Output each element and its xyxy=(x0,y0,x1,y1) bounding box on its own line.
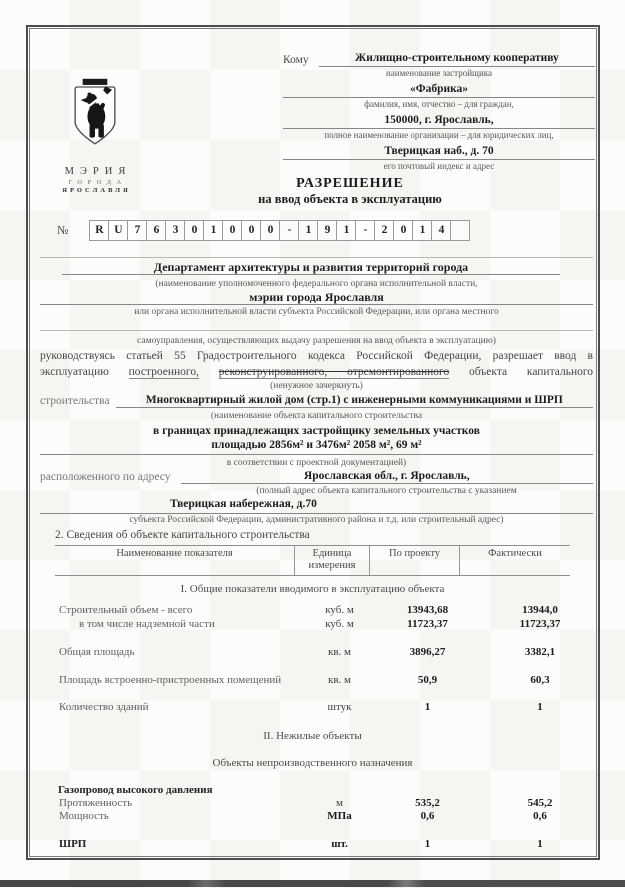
recipient-org: «Фабрика» xyxy=(283,82,595,98)
number-cell: 1 xyxy=(336,220,356,241)
option-built: построенного, xyxy=(128,366,199,378)
number-cell: 4 xyxy=(431,220,451,241)
word-object-capital: объекта капитального xyxy=(469,366,594,378)
table-group-title: Газопровод высокого давления xyxy=(58,784,213,796)
number-cell: 0 xyxy=(241,220,261,241)
address-caption-1: (полный адрес объекта капитального строительства с указанием xyxy=(256,486,517,496)
number-cell: 0 xyxy=(222,220,242,241)
row-unit: кв. м xyxy=(328,674,351,686)
number-cell: 1 xyxy=(298,220,318,241)
emblem-org-sub1: ГОРОДА xyxy=(68,179,127,186)
table-row xyxy=(55,618,570,631)
number-cell xyxy=(450,220,470,241)
number-cell: 9 xyxy=(317,220,337,241)
emblem-block xyxy=(52,64,138,194)
recipient-org-caption: фамилия, имя, отчество – для граждан, xyxy=(364,99,514,109)
table-row xyxy=(55,701,570,714)
recipient-name-caption: наименование застройщика xyxy=(385,68,493,78)
row-project-value: 535,2 xyxy=(415,797,440,809)
table-row xyxy=(55,797,570,810)
row-actual-value: 1 xyxy=(537,701,543,713)
row-actual-value: 3382,1 xyxy=(524,646,556,658)
address-caption-2: субъекта Российской Федерации, административного района и т.д. или строительный адрес) xyxy=(129,515,504,525)
body-paragraph-1: руководствуясь статьей 55 Градостроительного кодекса Российской Федерации, разрешает ввод в xyxy=(40,350,593,362)
title-line2: на ввод объекта в эксплуатацию xyxy=(258,192,442,206)
land-bounds-line1: в границах принадлежащих застройщику земельных участков xyxy=(153,425,480,437)
construction-label: строительства xyxy=(40,395,110,407)
row-actual-value: 60,3 xyxy=(530,674,550,686)
form-rule xyxy=(40,257,593,258)
row-unit: куб. м xyxy=(325,618,354,630)
row-actual-value: 1 xyxy=(537,838,543,850)
address-region: Ярославская обл., г. Ярославль, xyxy=(181,469,593,484)
body-paragraph-2 xyxy=(40,365,593,379)
number-cell: 0 xyxy=(184,220,204,241)
row-project-value: 1 xyxy=(424,838,431,850)
table-row xyxy=(55,810,570,823)
address-street: Тверицкая набережная, д.70 xyxy=(40,497,593,514)
number-cell: - xyxy=(355,220,375,241)
number-cell: 1 xyxy=(412,220,432,241)
word-exploitation: эксплуатацию xyxy=(40,366,109,378)
table-section-2-title: II. Нежилые объекты xyxy=(263,730,362,742)
number-cell: R xyxy=(89,220,109,241)
issuer-caption-3: самоуправления, осуществляющих выдачу разрешения на ввод объекта в эксплуатацию) xyxy=(137,336,496,346)
row-project-value: 3896,27 xyxy=(409,646,446,658)
row-name: Строительный объем - всего xyxy=(59,604,193,616)
row-project-value: 0,6 xyxy=(420,810,435,822)
options-struck-out: реконструированного, отремонтированного xyxy=(218,366,450,378)
table-section-2-subtitle: Объекты непроизводственного назначения xyxy=(212,757,413,769)
number-cell: - xyxy=(279,220,299,241)
project-docs-caption: в соответствии с проектной документацией) xyxy=(226,458,407,468)
row-actual-value: 545,2 xyxy=(527,797,553,809)
number-cell: 0 xyxy=(260,220,280,241)
table-row xyxy=(55,674,570,687)
number-cell: 1 xyxy=(203,220,223,241)
table-row xyxy=(55,838,570,851)
column-header-by-project: По проекту xyxy=(370,546,460,575)
number-cell: 7 xyxy=(127,220,147,241)
address-row xyxy=(40,469,593,484)
recipient-address-caption: его почтовый индекс и адрес xyxy=(383,161,495,171)
recipient-row xyxy=(283,51,595,67)
row-name: Количество зданий xyxy=(59,701,149,713)
table-section-1-title: I. Общие показатели вводимого в эксплуатацию объекта xyxy=(180,583,445,595)
scan-page-edge xyxy=(0,880,625,887)
cross-out-caption: (ненужное зачеркнуть) xyxy=(270,381,363,391)
recipient-block xyxy=(283,51,595,175)
row-project-value: 13943,68 xyxy=(406,604,449,616)
number-cell: 6 xyxy=(146,220,166,241)
row-unit: кв. м xyxy=(328,646,351,658)
row-unit: штук xyxy=(327,701,352,713)
row-name: в том числе надземной части xyxy=(79,618,215,630)
column-header-unit: Единица измерения xyxy=(295,546,370,575)
address-label: расположенного по адресу xyxy=(40,471,171,483)
recipient-city-caption: полное наименование организации – для юридических лиц, xyxy=(324,130,554,140)
row-unit: шт. xyxy=(331,838,348,850)
row-unit: МПа xyxy=(327,810,352,822)
row-unit: м xyxy=(336,797,343,809)
recipient-name: Жилищно-строительному кооперативу xyxy=(319,51,595,67)
row-name: ШРП xyxy=(59,838,87,850)
table-row xyxy=(55,646,570,659)
section2-heading: 2. Сведения об объекте капитального строительства xyxy=(55,529,310,541)
issuer-caption-2: или органа исполнительной власти субъекта Российской Федерации, или органа местного xyxy=(134,307,499,317)
row-name: Площадь встроенно-пристроенных помещений xyxy=(59,674,282,686)
emblem-org-sub2: ЯРОСЛАВЛЯ xyxy=(62,187,131,194)
number-cell: U xyxy=(108,220,128,241)
row-project-value: 11723,37 xyxy=(407,618,448,630)
issuer-department: Департамент архитектуры и развития территорий города xyxy=(62,260,560,275)
row-project-value: 1 xyxy=(424,701,431,713)
to-label: Кому xyxy=(283,54,309,66)
row-name: Протяженность xyxy=(59,797,133,809)
number-cell: 2 xyxy=(374,220,394,241)
form-rule xyxy=(40,330,593,331)
recipient-address: Тверицкая наб., д. 70 xyxy=(283,144,595,160)
title-line1: РАЗРЕШЕНИЕ xyxy=(296,176,404,191)
land-bounds-line2: площадью 2856м² и 3476м² 2058 м², 69 м² xyxy=(40,438,593,455)
recipient-city: 150000, г. Ярославль, xyxy=(283,113,595,129)
row-actual-value: 13944,0 xyxy=(522,604,558,616)
emblem-org-name: МЭРИЯ xyxy=(64,166,132,177)
row-name: Общая площадь xyxy=(59,646,135,658)
row-actual-value: 11723,37 xyxy=(519,618,561,630)
number-cell: 0 xyxy=(393,220,413,241)
indicators-table xyxy=(55,545,570,851)
permit-number xyxy=(57,220,470,241)
construction-row xyxy=(40,393,593,408)
document-title xyxy=(150,176,550,207)
yaroslavl-coat-of-arms-icon xyxy=(69,64,121,162)
row-name: Мощность xyxy=(59,810,109,822)
number-label: № xyxy=(57,223,69,237)
issuer-caption-1: (наименование уполномоченного федерального органа исполнительной власти, xyxy=(155,279,478,289)
row-unit: куб. м xyxy=(325,604,354,616)
row-actual-value: 0,6 xyxy=(533,810,547,822)
table-header-row xyxy=(55,545,570,576)
object-name-caption: (наименование объекта капитального строительства xyxy=(210,411,423,421)
issuer-city-hall: мэрии города Ярославля xyxy=(40,290,593,305)
construction-object-name: Многоквартирный жилой дом (стр.1) с инженерными коммуникациями и ШРП xyxy=(116,393,593,408)
column-header-indicator: Наименование показателя xyxy=(55,546,295,575)
column-header-actual: Фактически xyxy=(488,548,542,559)
table-row xyxy=(55,604,570,617)
number-cell: 3 xyxy=(165,220,185,241)
row-project-value: 50,9 xyxy=(417,674,438,686)
